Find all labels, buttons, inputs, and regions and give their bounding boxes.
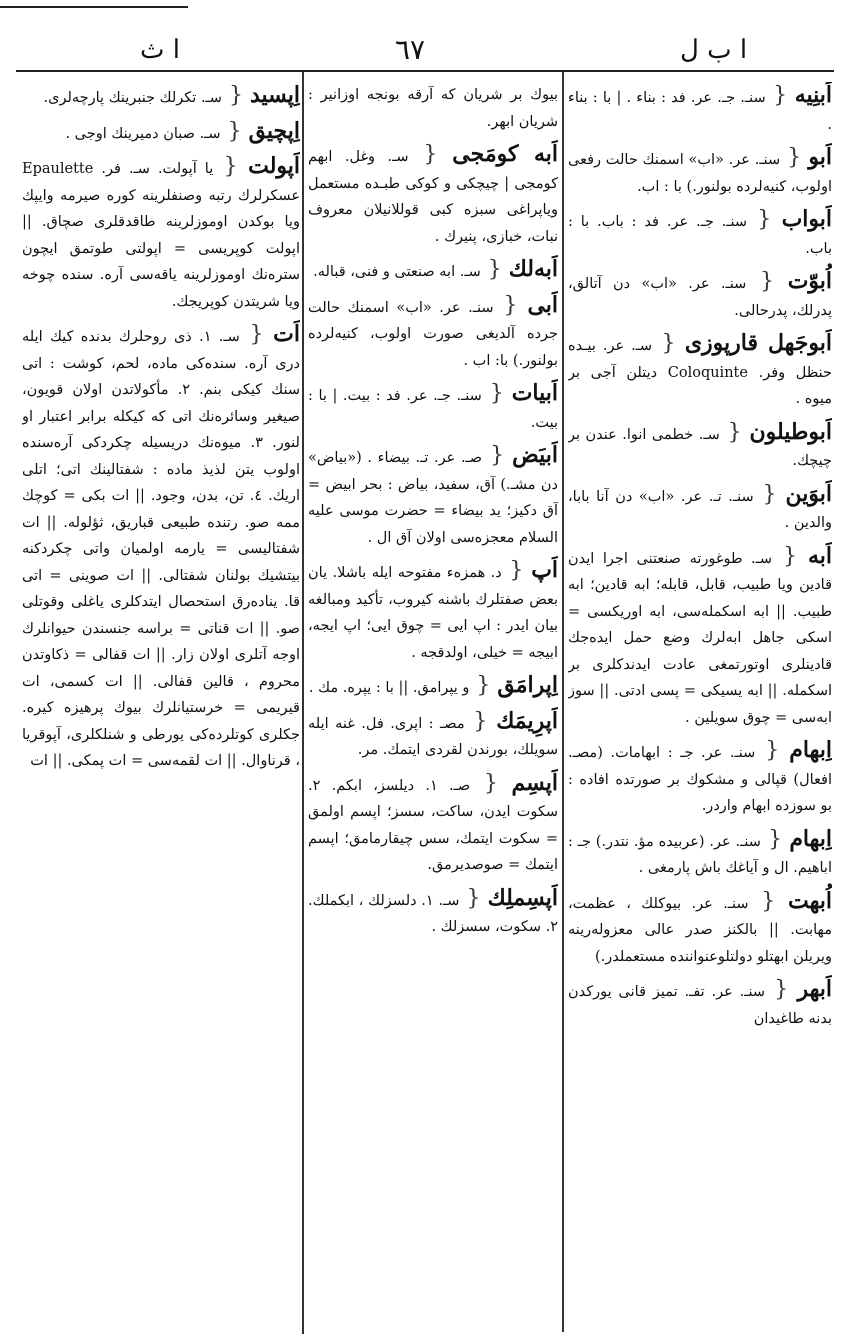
dictionary-entry xyxy=(568,826,832,882)
entry-definition: سنـ. عر. بیوکلك ، عظمت، مهابت. || بالکنز صدر عالی معزولەرینە ویریلن ابهتلو دولتلوعنواننده مستعملدر.) xyxy=(568,895,832,965)
entry-headword: اَت xyxy=(273,321,300,347)
entry-headword: اِبهام xyxy=(789,825,832,852)
entry-definition: سـ. ۱. ذی روحلرك بدنده کیك ایله دری آره. سنده‌کی ماده، لحم، کوشت : اتی سنك کیکی بنم. ۲. مأکولاتدن اولان قویون، صیغیر وسائره‌نك اتی که کیکله برابر اعتبار او لنور. ۳. میوه‌نك دریسیله چکردکی آره‌سنده اولوب یتن لذیذ ماده : شفتالینك اتی؛ اتلی اریك. ٤. تن، بدن، وجود. || ات بکی = کوچك ممه صو. رتنده طبیعی قباریق، ثؤلوله. || ات شفتالیسی = یارمه اولمیان واتی چکردکنه بیتشیك بولنان شفتالی. || ات صوینی = اتی قا. ینادەرق استحصال ایتدکلری یاغلی وقوتلی صو. || ات قناتی = براسه جنسندن حیوانلرك اوجه آتلری اولان زار. || ات قفالی = ذکاوتدن محروم ، قالین قفالی. || ات کسمی، ات قیریمی = خرستیانلرك بیوك پرهیزه کیره. جکلری کوتلرده‌کی یورطی و شنلکلری، آپوقریا ، قرناوال. || ات لقمه‌سی = ات پمکی. || ات xyxy=(22,329,300,769)
entry-headword: اَپ xyxy=(531,557,558,583)
dictionary-entry xyxy=(568,330,832,413)
entry-definition: سنـ. عر. جـ : ابهامات. (مصـ. افعال) قپالی و مشکوك بر صورتده افاده : بو سوزده ابهام واردر. xyxy=(568,745,832,814)
entry-definition: د. همزه‌ء مفتوحه ایله باشلا. یان بعض صفتلرك باشنه کیروب، تأکید ومبالغه بیان ایدر : اپ ایی = چوق ایی؛ اپ ایجه، ابیجه = خیلی، اولدقجه . xyxy=(308,565,558,661)
entry-headword: اِپسید xyxy=(249,82,300,108)
dictionary-entry xyxy=(308,885,558,941)
entry-headword: اَپسِملِك xyxy=(487,884,558,911)
dictionary-entry xyxy=(568,976,832,1032)
brace-mark: { xyxy=(221,83,250,108)
entry-definition: سنـ. عر. (عربیده مؤ. نتدر.) جـ : اباهیم. ال و آیاغك باش پارمغی . xyxy=(568,833,832,876)
entry-headword: اِپرامَق xyxy=(497,672,558,698)
entry-definition: سـ. خطمی انوا. عندن بر چیچك. xyxy=(568,426,832,469)
entry-definition: سـ. ۱. دلسزلك ، ابکملك. ۲. سکوت، سسزلك . xyxy=(308,892,558,935)
entry-definition: سنـ. عر. «اب» دن آتالق، پدرلك، پدرحالی. xyxy=(568,276,832,319)
dictionary-entry xyxy=(308,557,558,666)
entry-headword: اَبهر xyxy=(797,976,832,1002)
entry-headword: اَبی xyxy=(527,291,558,318)
dictionary-entry xyxy=(568,888,832,971)
brace-mark: { xyxy=(780,145,809,170)
dictionary-entry xyxy=(568,419,832,475)
entry-definition: سـ. صبان دمیرینك اوجی . xyxy=(65,125,221,142)
dictionary-entry xyxy=(568,268,832,324)
entry-definition: سـ. تکرلك جنبرینك پارچه‌لری. xyxy=(43,90,222,106)
entry-headword: اَبه کومَجی xyxy=(452,141,558,167)
entry-definition: سنـ. جـ. عر. فد : بناء . | با : بناء . xyxy=(568,90,832,133)
brace-mark: { xyxy=(459,885,488,911)
entry-definition: بیوك بر شریان که آرقه بونجه اوزانیر : شریان ابهر. xyxy=(308,87,558,130)
entry-headword: اَبو xyxy=(808,144,832,170)
entry-headword: اِپچیق xyxy=(248,117,300,144)
entry-headword: اَبیَض xyxy=(512,442,558,468)
dictionary-entry xyxy=(308,672,558,702)
dictionary-entry xyxy=(568,82,832,138)
entry-definition: مصـ : اپری. فل. غنه ایله سویلك، بورندن لقردی ایتمك. مر. xyxy=(308,715,558,758)
brace-mark: { xyxy=(220,118,249,144)
entry-definition: سنـ. عر. تفـ. تمیز قانی یورکدن بدنه طاغیدان xyxy=(568,984,832,1027)
entry-definition: سنـ. جـ. عر. فد : باب. با : باب. xyxy=(568,214,832,257)
brace-mark: { xyxy=(719,419,750,445)
entry-headword: اَپولت xyxy=(248,153,300,179)
dictionary-entry xyxy=(568,481,832,537)
dictionary-entry xyxy=(308,708,558,764)
brace-mark: { xyxy=(464,708,497,734)
brace-mark: { xyxy=(470,770,512,796)
entry-headword: اِبهام xyxy=(789,737,832,763)
brace-mark: { xyxy=(772,543,808,569)
header-rule xyxy=(16,70,834,72)
page-number: ٦٧ xyxy=(395,33,426,66)
dictionary-entry xyxy=(308,82,558,135)
entry-definition: سنـ. عر. «اب» اسمنك حالت جرده آلدیغی صورت اولوب، کنیه‌لرده بولنور.) با: اب . xyxy=(308,299,558,369)
column-divider-right xyxy=(562,72,564,1332)
entry-definition: سـ. طوغورته صنعتنی اجرا ایدن قادین ویا طبیب، قابل، قابله؛ ابه قادین؛ ابه طبیب. || ابه اسکمله‌سی، ابه اوریکسی = اسکی جاهل ابه‌لرك وضع حمل ایدەجك قادینلری اوتورتمغی عادت ایدندکلری بر اسکمله. || ابه یسیکی = پسی ادتی. || سوز ابه‌سی = چوق سویلین . xyxy=(568,550,832,726)
entry-headword: اَبه‌لك xyxy=(508,256,558,282)
entry-definition: و یپرامق. || با : یپره. مك . xyxy=(308,680,470,696)
dictionary-entry xyxy=(308,770,558,879)
entry-headword: اُبوّت xyxy=(787,268,832,294)
dictionary-entry xyxy=(308,442,558,551)
dictionary-entry xyxy=(568,737,832,820)
entry-headword: اَبه xyxy=(807,542,832,569)
entry-definition: صـ. ۱. دیلسز، ابکم. ۲. سکوت ایدن، ساکت، سسز؛ اپسم اولمق = سکوت ایتمك، سس چیقارمامق؛ اپسم ایتمك = صوصدیرمق. xyxy=(308,777,558,873)
right-letters: ا ب ل xyxy=(680,35,748,65)
entry-headword: اَپسِم xyxy=(511,769,558,796)
brace-mark: { xyxy=(760,826,790,852)
entry-headword: اَپرِیمَك xyxy=(496,707,558,734)
left-letters: ا ث xyxy=(140,35,180,65)
entry-definition: سنـ. جـ. عر. فد : بیت. | با : بیت. xyxy=(308,388,558,431)
dictionary-entry xyxy=(22,321,300,775)
dictionary-entry xyxy=(308,292,558,375)
brace-mark: { xyxy=(652,331,685,356)
brace-mark: { xyxy=(408,142,453,167)
entry-definition: سنـ. عر. «اب» اسمنك حالت رفعی اولوب، کنیه‌لرده بولنور.) با : اب. xyxy=(568,152,832,195)
entry-definition: سـ. ابه صنعتی و فنی، قباله. xyxy=(313,264,481,280)
brace-mark: { xyxy=(748,888,789,914)
brace-mark: { xyxy=(239,322,274,347)
entry-definition: سنـ. تـ. عر. «اب» دن آنا بابا، والدین . xyxy=(568,488,832,531)
entry-definition: سـ. وغل. ابهم کومجی | چیچکی و کوکی طبـده مستعمل ویاپراغی سبزه کبی قوللانیلان معروف نبات، خبازی، پنیرك . xyxy=(308,149,558,245)
entry-definition: صـ. عر. تـ. بیضاء . («بیاض» دن مشـ.) آق، سفید، بیاض : بحر ابیض = آق دکیز؛ ید بیضاء = حضرت موسی علیه السلام معجزه‌سی اولان آق ال . xyxy=(308,450,558,546)
brace-mark: { xyxy=(213,154,249,179)
dictionary-entry xyxy=(308,380,558,436)
brace-mark: { xyxy=(482,443,513,468)
top-rule xyxy=(0,6,188,8)
entry-headword: اَبواب xyxy=(781,206,832,232)
entry-headword: اَبوطیلون xyxy=(749,418,832,445)
brace-mark: { xyxy=(469,673,498,698)
brace-mark: { xyxy=(746,269,788,294)
page-header xyxy=(0,30,850,70)
dictionary-entry xyxy=(22,118,300,148)
brace-mark: { xyxy=(755,738,790,763)
dictionary-entry xyxy=(568,144,832,200)
column-divider-left xyxy=(302,72,304,1334)
brace-mark: { xyxy=(753,481,786,507)
dictionary-entry xyxy=(308,141,558,250)
brace-mark: { xyxy=(501,558,532,583)
dictionary-entry xyxy=(568,206,832,262)
entry-headword: اُبهت xyxy=(788,887,832,914)
entry-headword: اَبوجَهل قارپوزی xyxy=(684,330,832,356)
entry-definition: یا آپولت. سـ. فر. Epaulette عسکرلرك رتبه وصنفلرینه کوره صیرمه وایپك ویا بوکدن اوموزلرینه طاقدقلری صچاق. || اپولت کوپریسی = اپولتی طوتمق ایچون سترەنك اوموزلرینه ياقه‌سی آره. سنده چوخه ویا شریتدن کوپریجك. xyxy=(22,161,300,310)
dictionary-column-right xyxy=(568,82,832,1332)
dictionary-entry xyxy=(568,543,832,732)
brace-mark: { xyxy=(765,83,795,108)
brace-mark: { xyxy=(481,381,512,406)
brace-mark: { xyxy=(493,292,528,318)
dictionary-column-left xyxy=(22,82,300,1332)
brace-mark: { xyxy=(747,207,782,232)
brace-mark: { xyxy=(765,977,798,1002)
entry-headword: اَبنِيه xyxy=(794,82,832,108)
dictionary-entry xyxy=(22,153,300,315)
dictionary-entry xyxy=(308,256,558,286)
brace-mark: { xyxy=(480,257,509,282)
dictionary-entry xyxy=(22,82,300,112)
entry-headword: اَبوَین xyxy=(785,480,832,507)
dictionary-column-middle xyxy=(308,82,558,1332)
entry-definition: سـ. عر. بیـده حنظل وفر. Coloquinte دیتلن آجی بر میوه . xyxy=(568,338,832,407)
entry-headword: اَبیات xyxy=(511,380,558,406)
